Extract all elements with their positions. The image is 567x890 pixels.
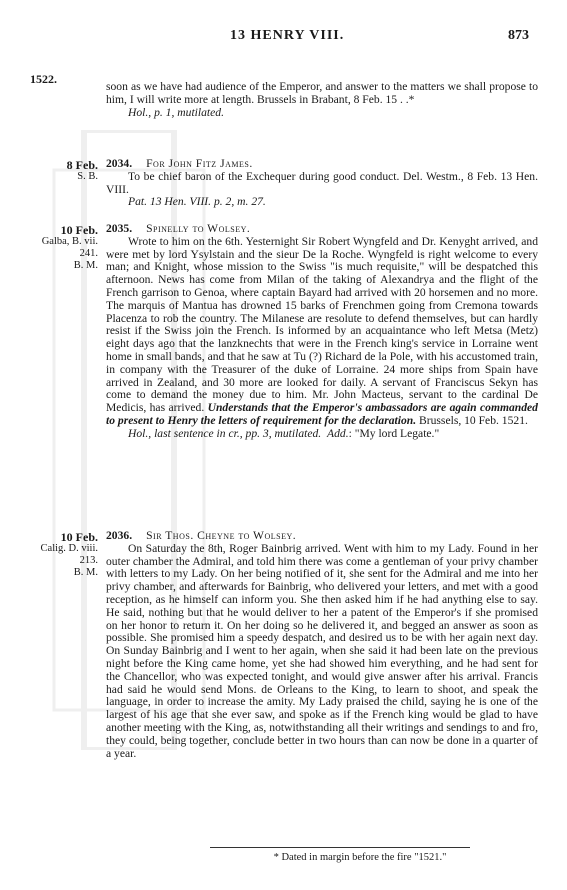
entry-reference-folio: 213. xyxy=(79,555,98,566)
entry-body: Wrote to him on the 6th. Yesternight Sir Robert Wyngfeld and Dr. Kenyght arrived, and were met by lord Ysylstain and the sieur De la Roche. Wyngfeld is right welcome to every man; and Knight, whose mission to the Swiss "is much requisite," will be despatched this afternoon. News has come from Milan of the taking of Alexandrya and the flight of the French garrison to Genoa, where captain Bayard had arrived with 20 horsemen and no more. The marquis of Mantua has drowned 15 barks of Frenchmen going from Cremona towards Placenza to rob the country. The Milanese are resolute to defend themselves, but can hardly resist if the Swiss join the French. Is informed by an acquaintance who left Metsa (Metz) eight days ago that the lanzknechts that were in the French king's service in Lorraine went home in small bands, and that he saw at Tu (?) Richard de la Pole, with his accustomed train, in company with the Treasurer of the duke of Lorraine. 24 more ships from Spain have arrived in Zealand, and 30 more are looked for daily. A servant of Franciscus Sekyn has come to demand the money due to him. Mr. John Macteus, servant to the cardinal De Medicis, has arrived. xyxy=(106,234,538,415)
margin-2034 xyxy=(30,159,98,183)
continuation-text: soon as we have had audience of the Emperor, and answer to the matters we shall propose to him, I will write more at length. Brussels in Brabant, 8 Feb. 15 . .* xyxy=(106,80,538,106)
continuation-note: Hol., p. 1, mutilated. xyxy=(128,105,224,119)
entry-date: 10 Feb. xyxy=(60,530,98,544)
footnote-rule xyxy=(210,847,470,848)
address-label: Add. xyxy=(327,426,349,440)
entry-reference: Calig. D. viii. xyxy=(40,543,98,554)
entry-text: To be chief baron of the Exchequer during good conduct. Del. Westm., 8 Feb. 13 Hen. VIII. xyxy=(106,169,538,196)
entry-title: For John Fitz James. xyxy=(146,157,253,170)
entry-note: Hol., last sentence in cr., pp. 3, mutilated. xyxy=(128,426,322,440)
entry-note-line xyxy=(106,428,538,441)
entry-reference: Galba, B. vii. xyxy=(41,236,98,247)
entry-reference-folio: 241. xyxy=(79,248,98,259)
entry-title: Sir Thos. Cheyne to Wolsey. xyxy=(146,529,297,542)
entry-date: 10 Feb. xyxy=(60,223,98,237)
entry-repository: B. M. xyxy=(73,260,98,271)
margin-2036 xyxy=(30,531,98,579)
entry-text xyxy=(106,236,538,428)
entry-date: 8 Feb. xyxy=(66,158,98,172)
entry-2036 xyxy=(106,530,538,760)
entry-number: 2034. xyxy=(106,157,133,170)
entry-text: On Saturday the 8th, Roger Bainbrig arrived. Went with him to my Lady. Found in her outer chamber the Admiral, and told him there was come a gentleman of your privy chamber with letters to my Lady. On her being notified of it, she sent for the Admiral and me into her privy chamber, and afterwards for Bainbrig, who delivered your letters, and met with a good reception, as he himself can inform you. She then asked him if he had anything else to say. He said, nothing but that he would deliver to her a patent of the Emperor's if she promised on her honor to return it. On her doing so he delivered it, and begged an answer as soon as possible. She promised him a speedy despatch, and desired us to be with her again next day. On Sunday Bainbrig and I went to her again, when she said it had been late on the previous night before the King came home, yet she had showed him everything, and he had sent for the Chancellor, who was expected tonight, and would give answer after his arrival. Francis had said he would send Mons. de Orleans to the King, to learn to shoot, and speak the language, in order to increase the amity. My Lady praised the child, saying he is one of the largest of his age that she ever saw, and spoke as if the French king would be glad to have another meeting with the King, as, notwithstanding all their writings and sendings to and fro, they could, being together, conclude better in two hours than can now be done in a quarter of a year. xyxy=(106,541,538,760)
entry-closing: Brussels, 10 Feb. 1521. xyxy=(419,413,528,427)
page-number: 873 xyxy=(508,28,529,43)
entry-2035 xyxy=(106,223,538,441)
continuation-block xyxy=(106,81,538,119)
footnote: * Dated in margin before the fire "1521." xyxy=(273,852,447,863)
entry-number: 2035. xyxy=(106,222,133,235)
entry-repository: B. M. xyxy=(73,567,98,578)
entry-number: 2036. xyxy=(106,529,133,542)
entry-italic-text: Understands that the Emperor's ambassadors are again commanded to present to Henry the letters of requirement for the declaration. xyxy=(106,401,538,427)
entry-2034 xyxy=(106,158,538,209)
address-text: : "My lord Legate." xyxy=(348,426,440,440)
margin-2035 xyxy=(30,224,98,272)
entry-reference: S. B. xyxy=(77,171,98,182)
entry-title: Spinelly to Wolsey. xyxy=(146,222,251,235)
running-header: 13 HENRY VIII. xyxy=(230,28,345,43)
entry-note: Pat. 13 Hen. VIII. p. 2, m. 27. xyxy=(128,195,266,209)
margin-year: 1522. xyxy=(30,72,57,86)
